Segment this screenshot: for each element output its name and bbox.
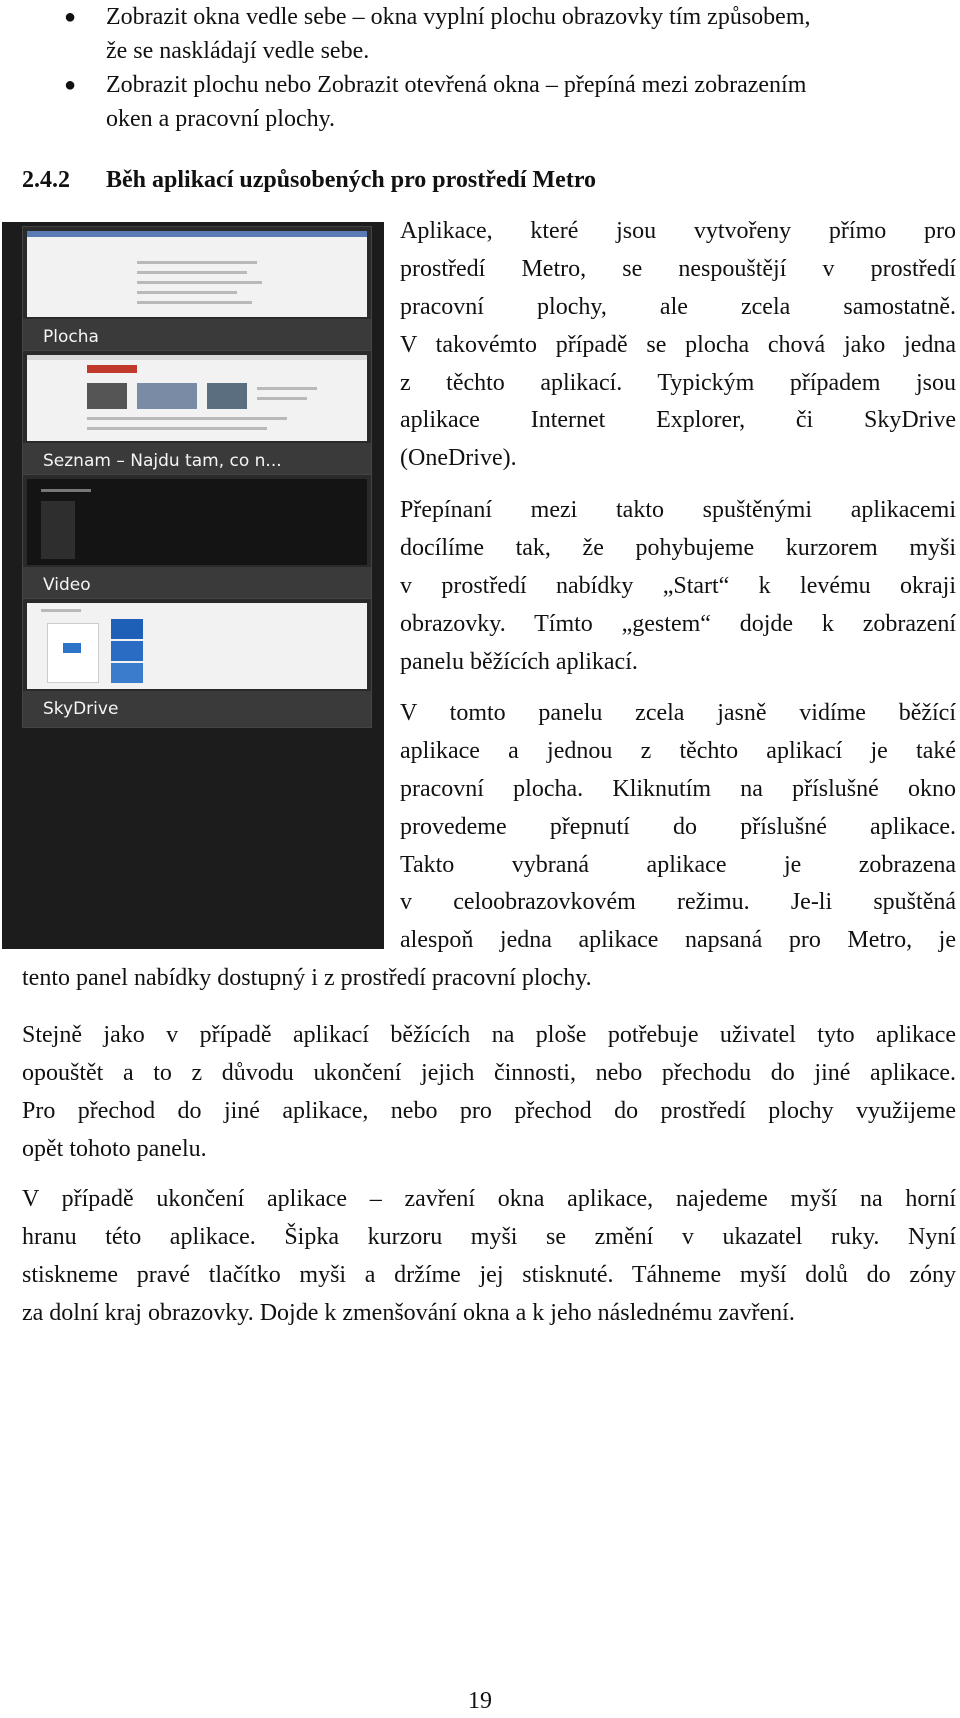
thumbnail-label: Seznam – Najdu tam, co n... xyxy=(23,443,371,479)
app-thumbnail-video xyxy=(22,474,372,604)
skydrive-preview xyxy=(27,603,367,689)
text-line: opět tohoto panelu. xyxy=(22,1135,207,1162)
thumbnail-label: SkyDrive xyxy=(23,691,371,727)
app-thumbnail-seznam xyxy=(22,350,372,480)
text-line: prostředí Metro, se nespouštějí v prostředí xyxy=(400,255,956,282)
text-line: pracovní plocha. Kliknutím na příslušné okno xyxy=(400,775,956,802)
thumbnail-label: Plocha xyxy=(23,319,371,355)
paragraph-continuation xyxy=(22,960,956,998)
text-line: pracovní plochy, ale zcela samostatně. xyxy=(400,293,956,320)
section-heading xyxy=(22,162,596,198)
text-line: Stejně jako v případě aplikací běžících na ploše potřebuje uživatel tyto aplikace xyxy=(22,1022,956,1048)
text-line: v celoobrazovkovém režimu. Je-li spuštěná xyxy=(400,889,956,916)
text-line: aplikace Internet Explorer, či SkyDrive xyxy=(400,407,956,434)
app-thumbnail-plocha xyxy=(22,226,372,356)
section-title: Běh aplikací uzpůsobených pro prostředí Metro xyxy=(106,167,597,193)
browser-preview xyxy=(27,355,367,441)
paragraph xyxy=(400,492,956,681)
text-line: obrazovky. Tímto „gestem“ dojde k zobrazení xyxy=(400,610,956,637)
page-number: 19 xyxy=(468,1688,492,1714)
bullet-line: Zobrazit okna vedle sebe – okna vyplní plochu obrazovky tím způsobem, xyxy=(106,4,811,30)
paragraph xyxy=(22,1017,956,1169)
text-line: Přepínaní mezi takto spuštěnými aplikacemi xyxy=(400,497,956,523)
text-line: za dolní kraj obrazovky. Dojde k zmenšování okna a k jeho následnému zavření. xyxy=(22,1299,795,1326)
bullet-dot-icon: ● xyxy=(64,6,77,28)
text-line: alespoň jedna aplikace napsaná pro Metro, je xyxy=(400,927,956,954)
bullet-dot-icon: ● xyxy=(64,74,77,96)
text-line: v prostředí nabídky „Start“ k levému okraji xyxy=(400,572,956,599)
text-line: V takovémto případě se plocha chová jako jedna xyxy=(400,331,956,358)
thumbnail-label: Video xyxy=(23,567,371,603)
bullet-line: že se naskládají vedle sebe. xyxy=(106,38,370,64)
text-line: opouštět a to z důvodu ukončení jejich činnosti, nebo přechodu do jiné aplikace. xyxy=(22,1059,956,1086)
paragraph xyxy=(22,1181,956,1333)
paragraph xyxy=(400,695,956,960)
text-line: tento panel nabídky dostupný i z prostředí pracovní plochy. xyxy=(22,965,592,991)
text-line: V případě ukončení aplikace – zavření okna aplikace, najedeme myší na horní xyxy=(22,1186,956,1212)
text-line: Takto vybraná aplikace je zobrazena xyxy=(400,851,956,878)
section-number: 2.4.2 xyxy=(22,167,70,193)
video-preview xyxy=(27,479,367,565)
paragraph xyxy=(400,213,956,478)
text-line: Pro přechod do jiné aplikace, nebo pro přechod do prostředí plochy využijeme xyxy=(22,1097,956,1124)
text-line: hranu této aplikace. Šipka kurzoru myši se změní v ukazatel ruky. Nyní xyxy=(22,1223,956,1250)
text-line: Aplikace, které jsou vytvořeny přímo pro xyxy=(400,218,956,244)
app-switcher-screenshot xyxy=(2,222,384,949)
desktop-preview xyxy=(27,231,367,317)
text-line: (OneDrive). xyxy=(400,445,517,472)
bullet-line: Zobrazit plochu nebo Zobrazit otevřená okna – přepíná mezi zobrazením xyxy=(106,72,807,98)
text-line: stiskneme pravé tlačítko myši a držíme jej stisknuté. Táhneme myší dolů do zóny xyxy=(22,1261,956,1288)
text-line: panelu běžících aplikací. xyxy=(400,648,638,675)
bullet-line: oken a pracovní plochy. xyxy=(106,106,336,132)
text-line: aplikace a jednou z těchto aplikací je také xyxy=(400,737,956,764)
text-line: provedeme přepnutí do příslušné aplikace. xyxy=(400,813,956,840)
text-line: V tomto panelu zcela jasně vidíme běžící xyxy=(400,700,956,726)
text-line: docílíme tak, že pohybujeme kurzorem myši xyxy=(400,534,956,561)
app-thumbnail-skydrive xyxy=(22,598,372,728)
text-line: z těchto aplikací. Typickým případem jsou xyxy=(400,369,956,396)
